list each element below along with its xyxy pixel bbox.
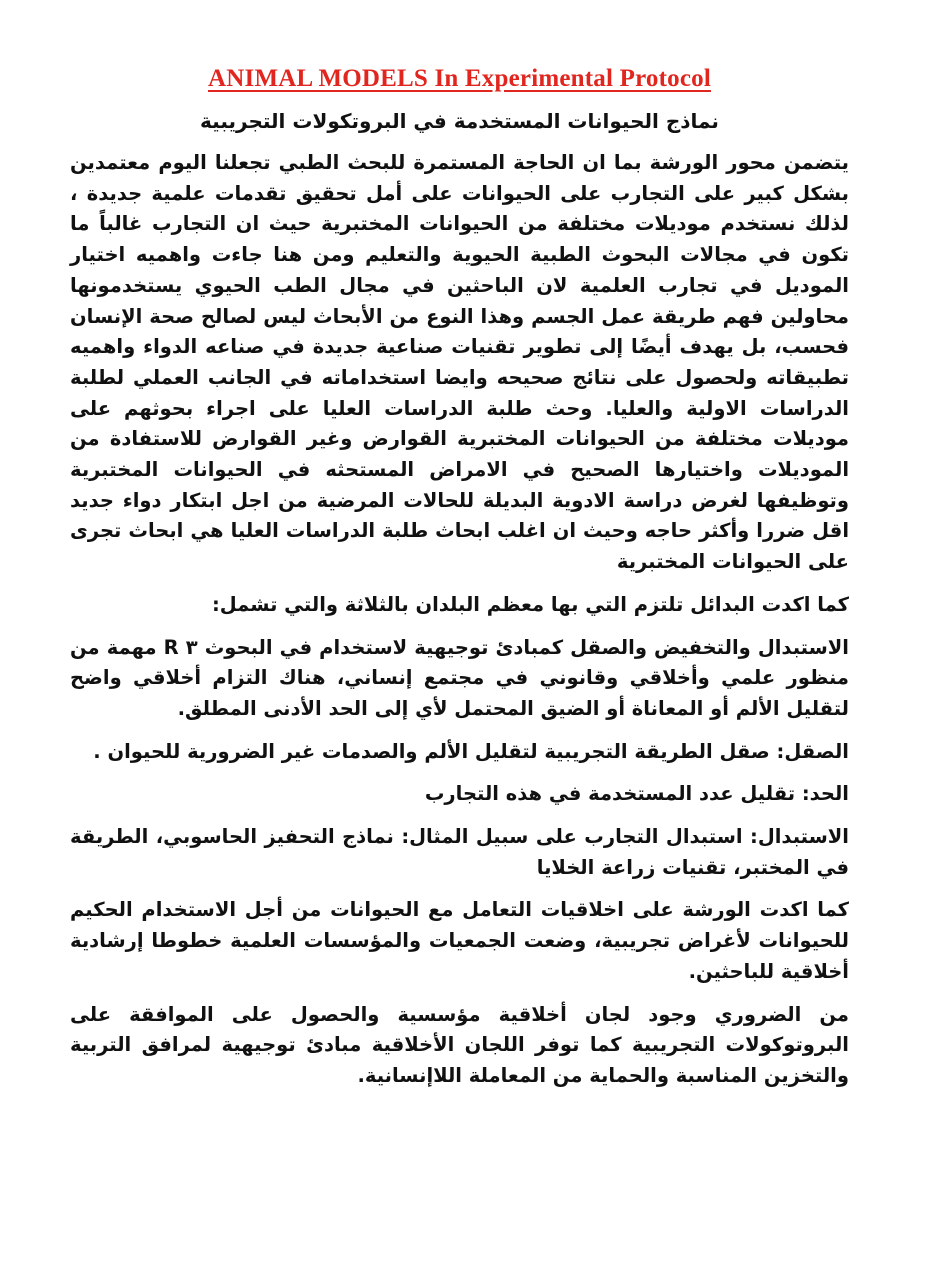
document-title-english: ANIMAL MODELS In Experimental Protocol (208, 65, 711, 92)
paragraph-alternatives-lead: كما اكدت البدائل تلتزم التي بها معظم البلدان بالثلاثة والتي تشمل: (211, 592, 849, 616)
paragraph-replacement: الاستبدال: استبدال التجارب على سبيل المثال: نماذج التحفيز الحاسوبي، الطريقة في المختبر، تقنيات زراعة الخلايا (70, 825, 849, 879)
paragraph-3r-principles: الاستبدال والتخفيض والصقل كمبادئ توجيهية لاستخدام في البحوث ٣ R مهمة من منظور علمي وأخلاقي وقانوني في مجتمع إنساني، هناك التزام أخلاقي واضح لتقليل الألم أو المعاناة أو الضيق المحتمل لأي إلى الحد الأدنى المطلق. (70, 635, 849, 720)
paragraph-refinement: الصقل: صقل الطريقة التجريبية لتقليل الألم والصدمات غير الضرورية للحيوان . (93, 739, 849, 763)
paragraph-ethics: كما اكدت الورشة على اخلاقيات التعامل مع الحيوانات من أجل الاستخدام الحكيم للحيوانات لأغراض تجريبية، وضعت الجمعيات والمؤسسات العلمية خطوطا إرشادية أخلاقية للباحثين. (70, 898, 849, 983)
paragraph-workshop-intro: يتضمن محور الورشة بما ان الحاجة المستمرة للبحث الطبي تجعلنا اليوم معتمدين بشكل كبير على التجارب على الحيوانات على أمل تحقيق تقدمات علمية جديدة ، لذلك نستخدم موديلات مختلفة من الحيوانات المختبرية حيث ان التجارب غالباً ما تكون في مجالات البحوث الطبية الحيوية والتعليم ومن هنا جاءت واهميه اختيار الموديل في تجارب العلمية لان الباحثين في مجال الطب الحيوي يستخدمونها محاولين فهم طريقة عمل الجسم وهذا النوع من الأبحاث ليس لصالح صحة الإنسان فحسب، بل يهدف أيضًا إلى تطوير تقنيات صناعية جديدة في صناعه الدواء واهميه تطبيقاته ولحصول على نتائج صحيحه وايضا استخداماته في الجانب العملي لطلبة الدراسات الاولية والعليا. وحث طلبة الدراسات العليا على اجراء بحوثهم على موديلات مختلفة من الحيوانات المختبرية القوارض وغير القوارض للاستفادة من الموديلات واختيارها الصحيح في الامراض المستحثه في الحيوانات المختبرية وتوظيفها لغرض دراسة الادوية البديلة للحالات المرضية من اجل ابتكار دواء جديد اقل ضررا وأكثر حاجه وحيث ان اغلب ابحاث طلبة الدراسات العليا هي ابحاث تجرى على الحيوانات المختبرية (70, 151, 849, 574)
paragraph-ethics-committees: من الضروري وجود لجان أخلاقية مؤسسية والحصول على الموافقة على البروتوكولات التجريبية كما توفر اللجان الأخلاقية مبادئ توجيهية لمرافق التربية والتخزين المناسبة والحماية من المعاملة اللاإنسانية. (70, 1002, 849, 1087)
paragraph-reduction: الحد: تقليل عدد المستخدمة في هذه التجارب (424, 782, 849, 806)
document-title-arabic: نماذج الحيوانات المستخدمة في البروتكولات التجريبية (200, 109, 719, 133)
